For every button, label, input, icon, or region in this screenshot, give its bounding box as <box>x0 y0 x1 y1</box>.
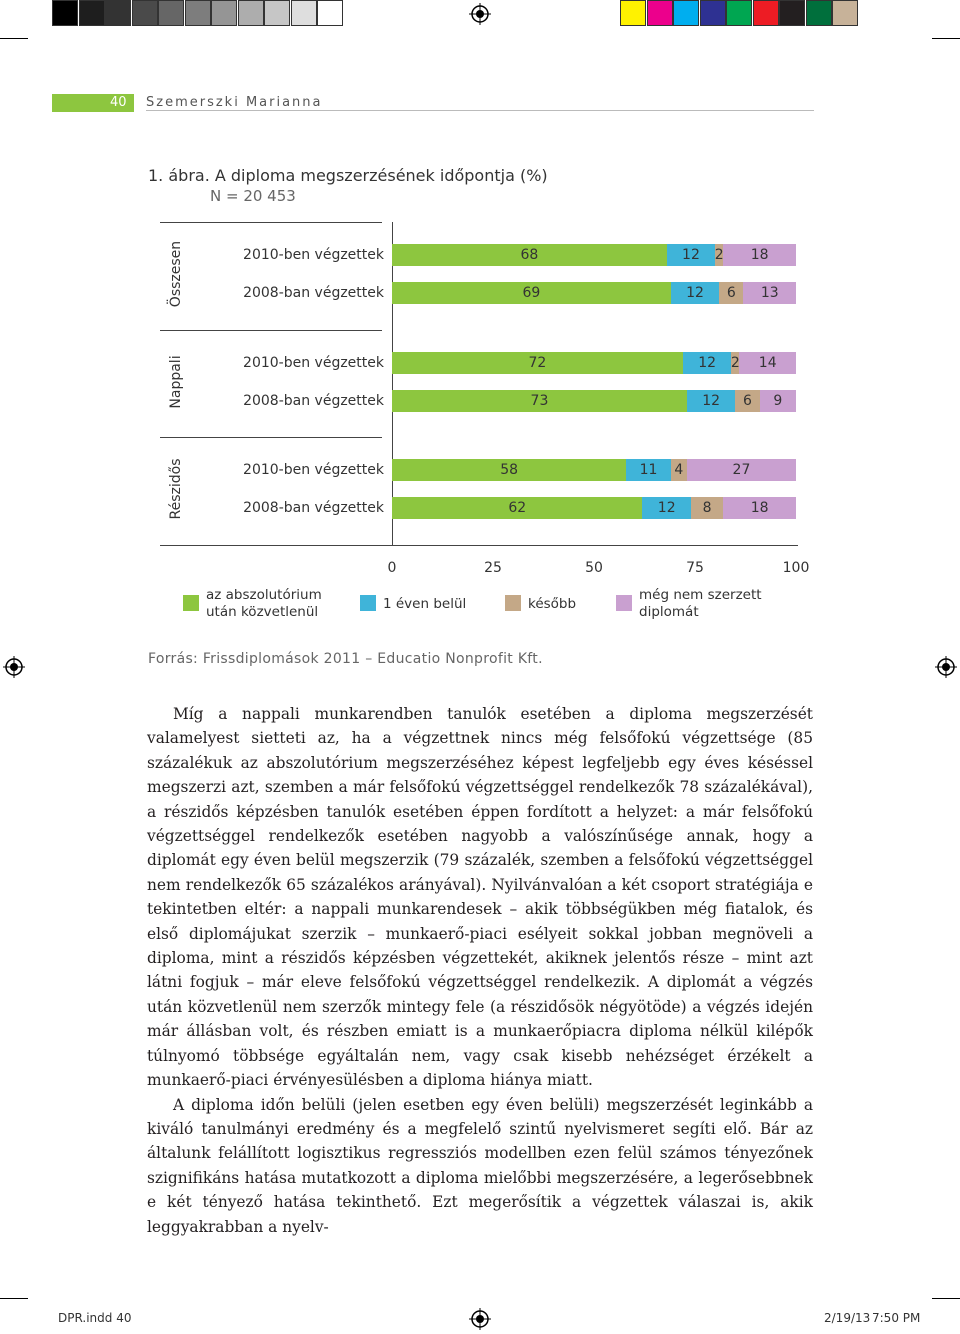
color-swatch <box>753 0 779 26</box>
registration-mark-icon <box>469 3 491 25</box>
data-label: 12 <box>698 355 717 371</box>
data-label: 6 <box>743 393 752 409</box>
legend-label: az abszolutórium után közvetlenül <box>206 587 322 620</box>
group-separator <box>160 330 382 331</box>
group-separator <box>160 545 392 546</box>
group-label: Részidős <box>168 458 184 520</box>
legend-swatch <box>505 595 521 611</box>
color-swatch <box>806 0 832 26</box>
color-swatch <box>620 0 646 26</box>
data-label: 73 <box>530 393 549 409</box>
legend-swatch <box>616 595 632 611</box>
x-tick-label: 25 <box>484 560 502 576</box>
header-rule <box>146 110 814 111</box>
figure-subtitle: N = 20 453 <box>210 187 296 205</box>
color-swatch <box>211 0 237 26</box>
group-separator-right <box>392 437 798 438</box>
data-label: 9 <box>773 393 783 409</box>
data-label: 13 <box>760 285 779 301</box>
data-label: 18 <box>750 500 769 516</box>
paragraph: A diploma időn belüli (jelen esetben egy éven belüli) megszerzését leginkább a kiváló tanulmányi eredmény és a megfelelő szintű nyelvismeret segíti elő. Bár az általunk felállított logisztikus regressziós modellben ezen felül számos tényezőnek szignifikáns hatása mutatkozott a diploma mielőbbi megszerzésére, a legerősebbnek e két tényező hatása tekinthető. Ezt megerősítik a végzettek válaszai is, akik leggyakrabban a nyelv- <box>147 1095 813 1236</box>
figure-source: Forrás: Frissdiplomások 2011 – Educatio Nonprofit Kft. <box>148 651 543 667</box>
figure-title: 1. ábra. A diploma megszerzésének időpontja (%) <box>148 166 548 185</box>
crop-mark <box>0 38 28 39</box>
crop-mark <box>932 38 960 39</box>
legend-swatch <box>183 595 199 611</box>
data-label: 6 <box>726 285 736 301</box>
color-swatch <box>185 0 211 26</box>
body-text <box>147 702 813 1239</box>
color-swatch <box>132 0 158 26</box>
color-swatch <box>673 0 699 26</box>
group-separator-right <box>392 330 798 331</box>
data-label: 27 <box>732 462 751 478</box>
color-swatch <box>317 0 343 26</box>
group-separator-right <box>392 222 798 223</box>
color-swatch <box>779 0 805 26</box>
x-tick-label: 75 <box>686 560 704 576</box>
color-swatch <box>264 0 290 26</box>
legend-label: 1 éven belül <box>383 596 467 612</box>
row-label: 2010-ben végzettek <box>243 355 384 371</box>
data-label: 12 <box>657 500 676 516</box>
row-label: 2008-ban végzettek <box>243 393 384 409</box>
x-tick-label: 100 <box>782 560 810 576</box>
group-label: Összesen <box>168 240 184 308</box>
crop-mark <box>932 1298 960 1299</box>
data-label: 68 <box>520 247 539 263</box>
data-label: 12 <box>702 393 721 409</box>
color-swatch <box>158 0 184 26</box>
color-swatch <box>647 0 673 26</box>
color-swatch <box>700 0 726 26</box>
registration-mark-icon <box>935 656 957 678</box>
color-swatch <box>79 0 105 26</box>
legend-swatch <box>360 595 376 611</box>
color-swatch <box>832 0 858 26</box>
data-label: 8 <box>702 500 712 516</box>
data-label: 18 <box>750 247 769 263</box>
group-separator-right <box>392 545 798 546</box>
registration-mark-icon <box>469 1308 491 1330</box>
footer-date: 2/19/13 <box>824 1311 871 1325</box>
group-label: Nappali <box>168 355 184 409</box>
legend-label: később <box>528 596 577 612</box>
registration-mark-icon <box>3 656 25 678</box>
row-label: 2008-ban végzettek <box>243 500 384 516</box>
data-label: 14 <box>758 355 777 371</box>
data-label: 58 <box>500 462 519 478</box>
footer-file: DPR.indd 40 <box>58 1311 132 1325</box>
group-separator <box>160 222 382 223</box>
data-label: 11 <box>639 462 658 478</box>
data-label: 72 <box>528 355 547 371</box>
group-separator <box>160 437 382 438</box>
x-tick-label: 0 <box>387 560 397 576</box>
data-label: 69 <box>522 285 541 301</box>
color-swatch <box>105 0 131 26</box>
color-swatch <box>726 0 752 26</box>
data-label: 2 <box>714 247 724 263</box>
row-label: 2010-ben végzettek <box>243 247 384 263</box>
legend-label: még nem szerzett diplomát <box>639 587 762 620</box>
row-label: 2010-ben végzettek <box>243 462 384 478</box>
running-header-author: Szemerszki Marianna <box>146 95 323 110</box>
x-tick-label: 50 <box>585 560 603 576</box>
crop-mark <box>0 1298 28 1299</box>
data-label: 2 <box>730 355 740 371</box>
data-label: 12 <box>686 285 704 301</box>
color-swatch <box>52 0 78 26</box>
color-swatch <box>238 0 264 26</box>
data-label: 12 <box>682 247 700 263</box>
color-swatch <box>291 0 317 26</box>
footer-time: 7:50 PM <box>872 1311 921 1325</box>
page-number: 40 <box>110 95 127 110</box>
paragraph: Míg a nappali munkarendben tanulók esetében a diploma megszerzését valamelyest sietteti az, ha a végzettnek nincs még felsőfokú végzettsége (85 százalékuk az abszolutórium megszerzéséhez képest legfeljebb egy éves késéssel megszerzi azt, szemben a már felsőfokú végzettséggel rendelkezők 78 százalékával), a részidős képzésben tanulók esetében éppen fordított a helyzet: a már felsőfokú végzettséggel rendelkezők esetében nagyobb a valószínűsége annak, hogy a diplomát egy éven belül megszerzik (79 százalék, szemben a felsőfokú végzettséggel nem rendelkezők 65 százalékos arányával). Nyilvánvalóan a két csoport stratégiája e tekintetben eltér: a nappali munkarendesek – akik többségükben még fiatalok, és első diplomájukat szerzik – munkaerő-piaci esélyeit sokkal jobban megnöveli a diploma, mint a részidős képzésben végzettekét, akiknek jelentős része – mint azt látni fogjuk – már eleve felsőfokú végzettséggel rendelkezik. A diplomát a végzés után közvetlenül nem szerzők mintegy fele (a részidősök négyötöde) a végzés idején már állásban volt, és részben emiatt is a munkaerőpiacra diploma nélkül kilépők túlnyomó többsége egyáltalán nem, vagy csak kisebb nehézséget érzékelt a munkaerő-piaci érvényesülésben a diploma hiánya miatt. <box>147 705 813 1090</box>
data-label: 4 <box>674 462 684 478</box>
data-label: 62 <box>508 500 527 516</box>
row-label: 2008-ban végzettek <box>243 285 384 301</box>
